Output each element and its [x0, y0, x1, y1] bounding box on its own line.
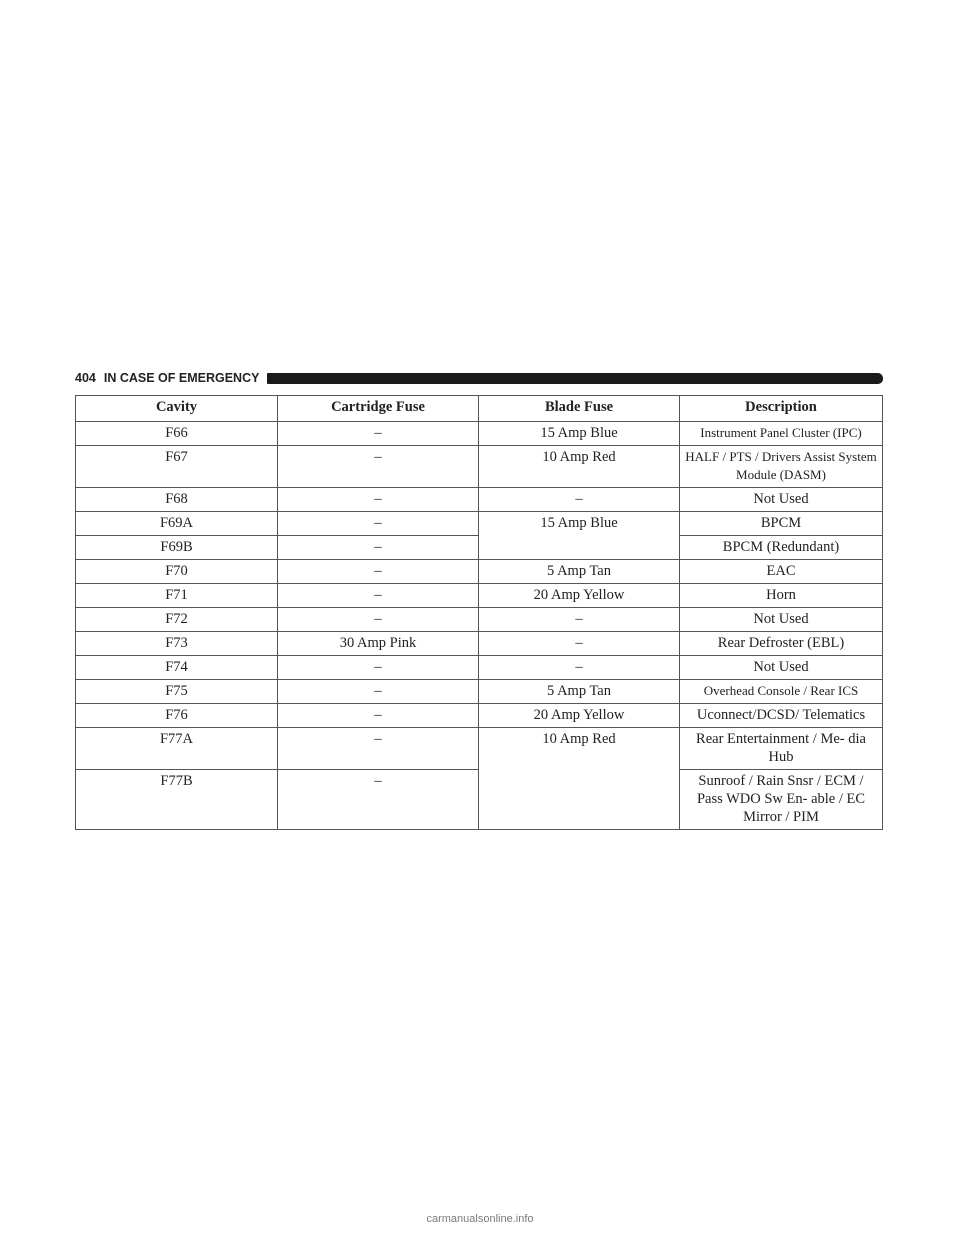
- cartridge-cell: –: [278, 656, 479, 680]
- blade-cell: 10 Amp Red: [479, 728, 680, 830]
- cartridge-cell: –: [278, 704, 479, 728]
- description-cell: Rear Defroster (EBL): [680, 632, 883, 656]
- blade-cell: –: [479, 632, 680, 656]
- blade-cell: –: [479, 656, 680, 680]
- description-cell: Sunroof / Rain Snsr / ECM / Pass WDO Sw En- able / EC Mirror / PIM: [680, 770, 883, 830]
- cavity-cell: F75: [76, 680, 278, 704]
- description-cell: HALF / PTS / Drivers Assist System Module (DASM): [680, 446, 883, 488]
- description-cell: Rear Entertainment / Me- dia Hub: [680, 728, 883, 770]
- page-number: 404: [75, 371, 96, 385]
- blade-cell: 20 Amp Yellow: [479, 584, 680, 608]
- table-row: [76, 608, 883, 632]
- table-row: [76, 488, 883, 512]
- column-header-blade-fuse: Blade Fuse: [479, 396, 680, 422]
- cavity-cell: F72: [76, 608, 278, 632]
- cavity-cell: F70: [76, 560, 278, 584]
- table-row: [76, 422, 883, 446]
- blade-cell: 5 Amp Tan: [479, 680, 680, 704]
- description-cell: BPCM (Redundant): [680, 536, 883, 560]
- table-row: [76, 560, 883, 584]
- blade-cell: 15 Amp Blue: [479, 512, 680, 560]
- cartridge-cell: –: [278, 422, 479, 446]
- cavity-cell: F69A: [76, 512, 278, 536]
- cavity-cell: F66: [76, 422, 278, 446]
- header-rule: [267, 373, 883, 384]
- cartridge-cell: 30 Amp Pink: [278, 632, 479, 656]
- table-row: [76, 728, 883, 770]
- fuse-table: [75, 395, 883, 830]
- blade-cell: 15 Amp Blue: [479, 422, 680, 446]
- table-row: [76, 446, 883, 488]
- description-cell: EAC: [680, 560, 883, 584]
- description-cell: BPCM: [680, 512, 883, 536]
- table-row: [76, 512, 883, 536]
- column-header-cartridge-fuse: Cartridge Fuse: [278, 396, 479, 422]
- description-cell: Overhead Console / Rear ICS: [680, 680, 883, 704]
- cavity-cell: F77B: [76, 770, 278, 830]
- table-row: [76, 632, 883, 656]
- table-row: [76, 680, 883, 704]
- table-row: [76, 704, 883, 728]
- cavity-cell: F73: [76, 632, 278, 656]
- cartridge-cell: –: [278, 584, 479, 608]
- cartridge-cell: –: [278, 446, 479, 488]
- blade-cell: –: [479, 608, 680, 632]
- description-cell: Uconnect/DCSD/ Telematics: [680, 704, 883, 728]
- description-cell: Not Used: [680, 608, 883, 632]
- watermark-footer: carmanualsonline.info: [426, 1213, 534, 1225]
- cartridge-cell: –: [278, 560, 479, 584]
- page-header: [75, 370, 883, 386]
- description-cell: Not Used: [680, 488, 883, 512]
- cartridge-cell: –: [278, 728, 479, 770]
- table-header-row: [76, 396, 883, 422]
- table-row: [76, 584, 883, 608]
- cavity-cell: F77A: [76, 728, 278, 770]
- column-header-description: Description: [680, 396, 883, 422]
- blade-cell: –: [479, 488, 680, 512]
- blade-cell: 10 Amp Red: [479, 446, 680, 488]
- table-row: [76, 656, 883, 680]
- blade-cell: 20 Amp Yellow: [479, 704, 680, 728]
- cavity-cell: F68: [76, 488, 278, 512]
- description-cell: Horn: [680, 584, 883, 608]
- cartridge-cell: –: [278, 680, 479, 704]
- section-title: IN CASE OF EMERGENCY: [103, 371, 260, 385]
- cartridge-cell: –: [278, 608, 479, 632]
- column-header-cavity: Cavity: [76, 396, 278, 422]
- cavity-cell: F69B: [76, 536, 278, 560]
- cartridge-cell: –: [278, 770, 479, 830]
- cavity-cell: F74: [76, 656, 278, 680]
- cartridge-cell: –: [278, 488, 479, 512]
- cartridge-cell: –: [278, 512, 479, 536]
- description-cell: Instrument Panel Cluster (IPC): [680, 422, 883, 446]
- cartridge-cell: –: [278, 536, 479, 560]
- blade-cell: 5 Amp Tan: [479, 560, 680, 584]
- description-cell: Not Used: [680, 656, 883, 680]
- cavity-cell: F71: [76, 584, 278, 608]
- cavity-cell: F76: [76, 704, 278, 728]
- cavity-cell: F67: [76, 446, 278, 488]
